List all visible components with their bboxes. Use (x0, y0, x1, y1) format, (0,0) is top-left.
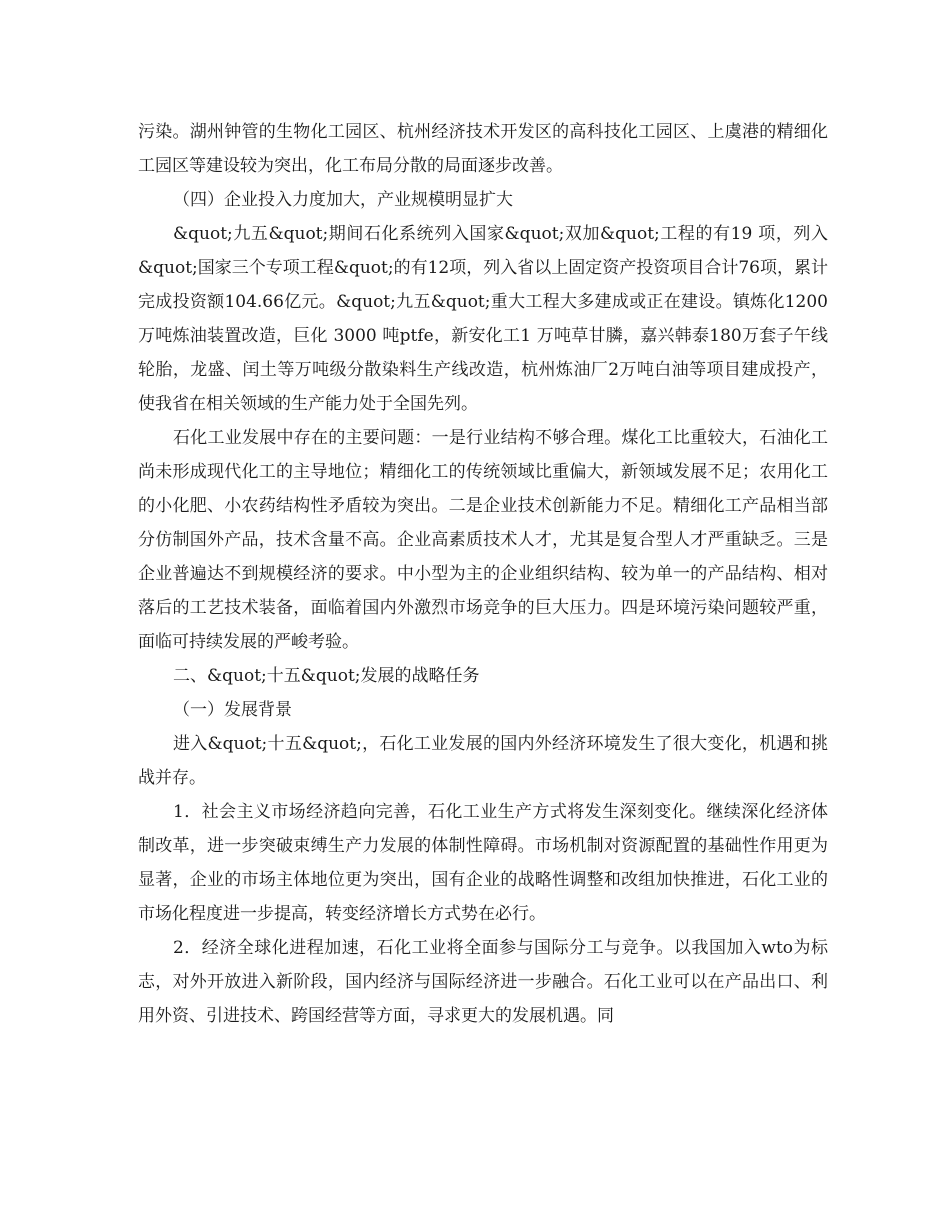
section-heading-1: （一）发展背景 (173, 700, 292, 720)
chapter-heading: 二、&quot;十五&quot;发展的战略任务 (173, 666, 480, 686)
document-body (138, 115, 828, 1033)
paragraph: &quot;九五&quot;期间石化系统列入国家&quot;双加&quot;工程的有19 项，列入&quot;国家三个专项工程&quot;的有12项，列入省以上固定资产投资项目合计76项，累计完成投资额104.66亿元。&quot;九五&quot;重大工程大多建成或正在建设。镇炼化1200万吨炼油装置改造，巨化 3000 吨ptfe，新安化工1 万吨草甘膦，嘉兴韩泰180万套子午线轮胎，龙盛、闰土等万吨级分散染料生产线改造，杭州炼油厂2万吨白油等项目建成投产，使我省在相关领域的生产能力处于全国先列。 (138, 224, 828, 414)
section-heading-4: （四）企业投入力度加大，产业规模明显扩大 (173, 190, 513, 210)
list-item-2: 2．经济全球化进程加速，石化工业将全面参与国际分工与竞争。以我国加入wto为标志，对外开放进入新阶段，国内经济与国际经济进一步融合。石化工业可以在产品出口、利用外资、引进技术、跨国经营等方面，寻求更大的发展机遇。同 (138, 938, 828, 1026)
paragraph: 石化工业发展中存在的主要问题：一是行业结构不够合理。煤化工比重较大，石油化工尚未形成现代化工的主导地位；精细化工的传统领域比重偏大，新领域发展不足；农用化工的小化肥、小农药结构性矛盾较为突出。二是企业技术创新能力不足。精细化工产品相当部分仿制国外产品，技术含量不高。企业高素质技术人才，尤其是复合型人才严重缺乏。三是企业普遍达不到规模经济的要求。中小型为主的企业组织结构、较为单一的产品结构、相对落后的工艺技术装备，面临着国内外激烈市场竞争的巨大压力。四是环境污染问题较严重，面临可持续发展的严峻考验。 (138, 428, 828, 652)
paragraph-continuation: 污染。湖州钟管的生物化工园区、杭州经济技术开发区的高科技化工园区、上虞港的精细化工园区等建设较为突出，化工布局分散的局面逐步改善。 (138, 122, 828, 176)
paragraph: 进入&quot;十五&quot;，石化工业发展的国内外经济环境发生了很大变化，机遇和挑战并存。 (138, 734, 828, 788)
list-item-1: 1．社会主义市场经济趋向完善，石化工业生产方式将发生深刻变化。继续深化经济体制改革，进一步突破束缚生产力发展的体制性障碍。市场机制对资源配置的基础性作用更为显著，企业的市场主体地位更为突出，国有企业的战略性调整和改组加快推进，石化工业的市场化程度进一步提高，转变经济增长方式势在必行。 (138, 802, 828, 924)
